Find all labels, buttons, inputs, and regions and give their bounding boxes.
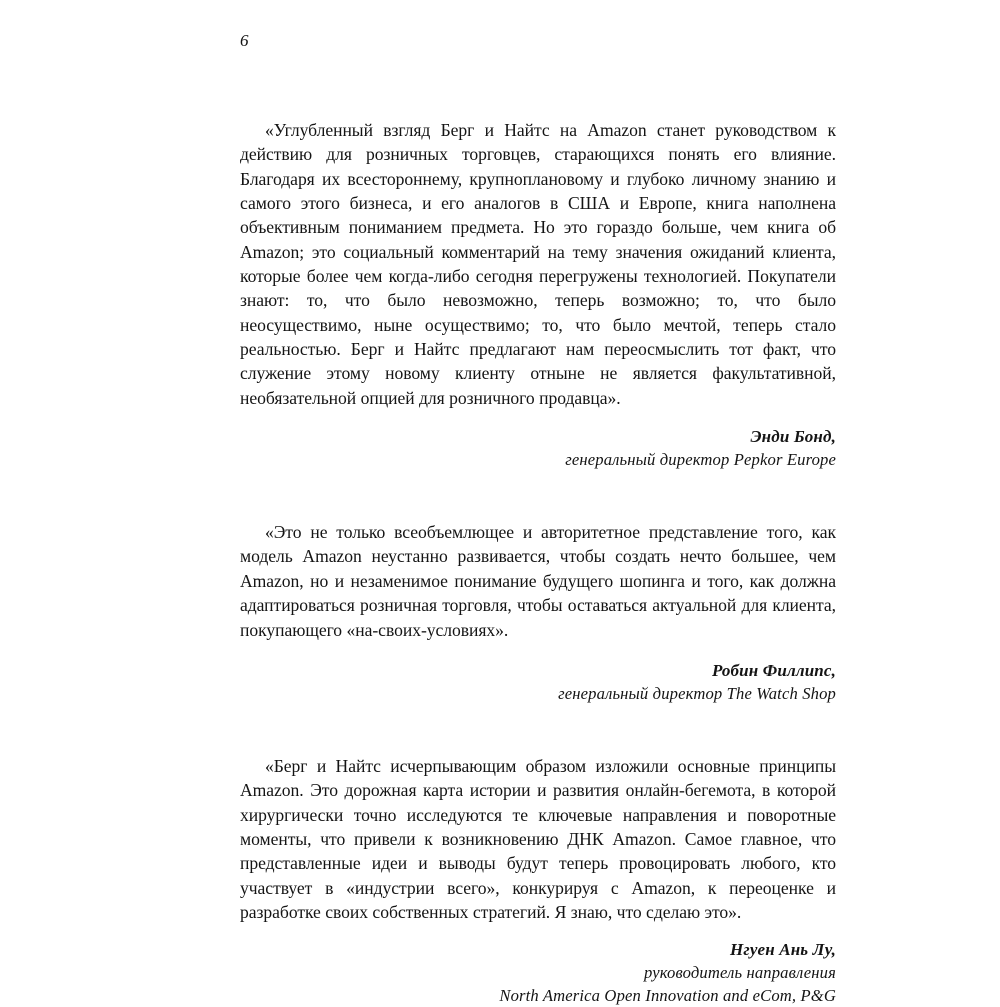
attribution-role-line: руководитель направления (644, 963, 836, 983)
testimonial-attribution (240, 938, 836, 1007)
attribution-role-line: генеральный директор Pepkor Europe (565, 450, 836, 470)
attribution-role-line: генеральный директор The Watch Shop (558, 683, 836, 703)
attribution-author: Энди Бонд, (750, 427, 836, 447)
testimonial-attribution (240, 425, 836, 471)
testimonial-block (240, 520, 836, 705)
testimonial-text: «Берг и Найтс исчерпывающим образом изложили основные принципы Amazon. Это дорожная карта истории и развития онлайн-бегемота, в которой хирургически точно исследуются те ключевые направления и поворотные моменты, что привели к возникновению ДНК Amazon. Самое главное, что представленные идеи и выводы будут теперь провоцировать любого, кто участвует в «индустрии всего», конкурируя с Amazon, к переоценке и разработке своих собственных стратегий. Я знаю, что сделаю это». (240, 755, 836, 922)
page-content (240, 118, 836, 1007)
attribution-role-line: North America Open Innovation and eCom, P&G (499, 986, 836, 1006)
testimonial-attribution (240, 659, 836, 705)
testimonial-text: «Это не только всеобъемлющее и авторитетное представление того, как модель Amazon неустанно развивается, чтобы создать нечто большее, чем Amazon, но и незаменимое понимание будущего шопинга и того, как должна адаптироваться розничная торговля, чтобы оставаться актуальной для клиента, покупающего «на-своих-условиях». (240, 522, 836, 640)
attribution-author: Робин Филлипс, (711, 660, 836, 680)
testimonial-block (240, 754, 836, 1007)
page-number: 6 (240, 31, 249, 50)
testimonial-block (240, 118, 836, 471)
attribution-author: Нгуен Ань Лу, (730, 940, 836, 960)
testimonial-text: «Углубленный взгляд Берг и Найтс на Amazon станет руководством к действию для розничных торговцев, старающихся понять его влияние. Благодаря их всестороннему, крупноплановому и глубоко личному знанию и самого этого бизнеса, и его аналогов в США и Европе, книга наполнена объективным пониманием предмета. Но это гораздо больше, чем книга об Amazon; это социальный комментарий на тему значения ожиданий клиента, которые более чем когда-либо сегодня перегружены технологией. Покупатели знают: то, что было невозможно, теперь возможно; то, что было неосуществимо, ныне осуществимо; то, что было мечтой, теперь стало реальностью. Берг и Найтс предлагают нам переосмыслить тот факт, что служение этому новому клиенту отныне не является факультативной, необязательной опцией для розничного продавца». (240, 120, 836, 408)
